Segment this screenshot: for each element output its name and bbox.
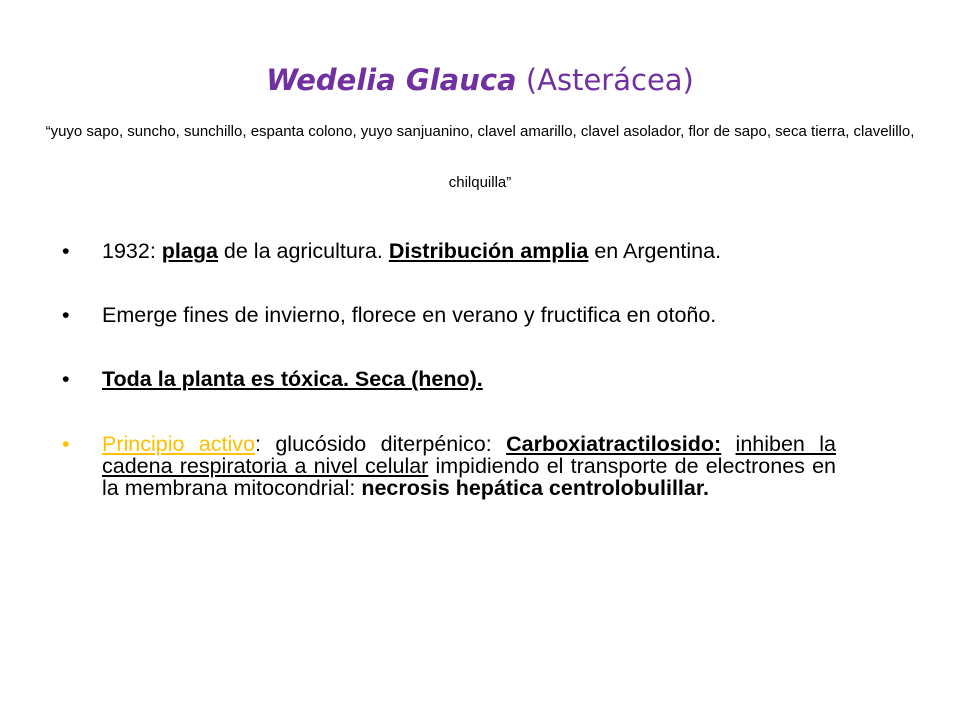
bullet2-text: Emerge fines de invierno, florece en verano y fructifica en otoño. <box>102 303 717 327</box>
bullet1-text: de la agricultura. <box>217 239 389 263</box>
bullet4-compound: Carboxiatractilosido: <box>506 432 722 456</box>
bullet4-principio-activo: Principio activo <box>102 432 255 456</box>
bullet-marker: • <box>62 239 70 263</box>
common-names-subtitle: “yuyo sapo, suncho, sunchillo, espanta colono, yuyo sanjuanino, clavel amarillo, clavel asolador, flor de sapo, seca tierra, clavelillo, chilquilla” <box>45 123 915 191</box>
bullet4-space <box>721 432 735 456</box>
bullet-item-active-principle <box>60 433 836 499</box>
bullet-marker: • <box>62 432 70 456</box>
bullet1-year: 1932: <box>102 239 162 263</box>
title-species: Wedelia Glauca <box>266 63 517 97</box>
bullet-item-history <box>60 240 836 262</box>
title-family: (Asterácea) <box>516 63 694 97</box>
bullet-item-toxicity <box>60 368 836 390</box>
bullet3-text: Toda la planta es tóxica. Seca (heno). <box>102 367 483 391</box>
bullet-marker: • <box>62 367 70 391</box>
bullet-item-cycle <box>60 304 836 326</box>
bullet1-plaga: plaga <box>161 239 218 263</box>
bullet1-country: en Argentina. <box>588 239 722 263</box>
bullet1-distribution: Distribución amplia <box>388 239 589 263</box>
bullet4-necrosis: necrosis hepática centrolobulillar. <box>361 476 710 500</box>
bullet-list <box>60 240 836 499</box>
bullet4-glucoside: : glucósido diterpénico: <box>255 432 507 456</box>
bullet-marker: • <box>62 303 70 327</box>
bullet4-transport: impidiendo el transporte de electrones en la membrana mitocondrial: <box>102 454 837 500</box>
slide-title <box>0 62 960 98</box>
bullet4-mechanism: inhiben la cadena respiratoria a nivel celular <box>102 432 836 478</box>
